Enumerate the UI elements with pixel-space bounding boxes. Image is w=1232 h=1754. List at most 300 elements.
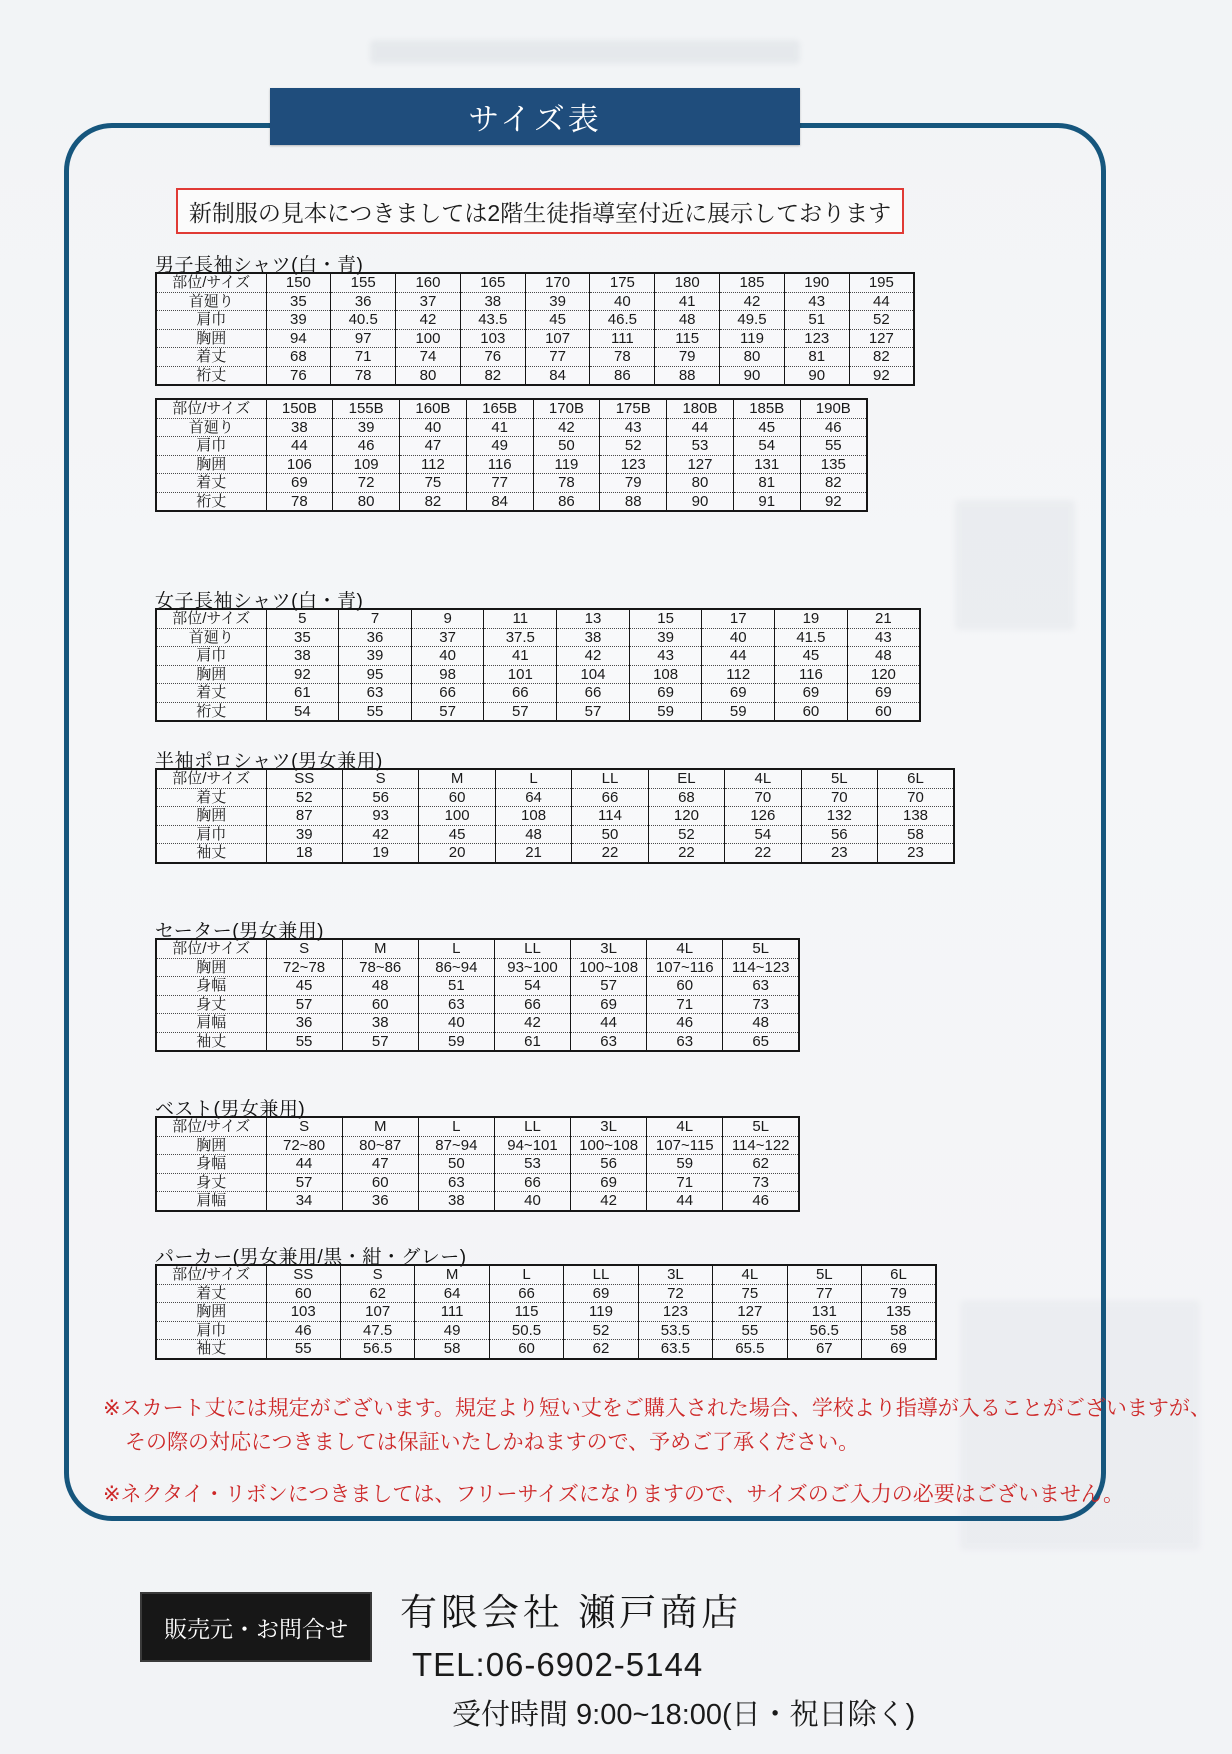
measure-label-cell: 胸囲 (156, 1136, 266, 1155)
table-row (156, 1192, 799, 1211)
value-cell: 132 (801, 807, 877, 826)
value-cell: 54 (725, 825, 801, 844)
value-cell: 104 (557, 665, 630, 684)
value-cell: 58 (878, 825, 955, 844)
value-cell: 92 (849, 366, 914, 385)
table-row (156, 702, 920, 721)
value-cell: 46.5 (590, 311, 655, 330)
value-cell: 78 (533, 474, 600, 493)
table-row (156, 1284, 936, 1303)
value-cell: 47 (400, 437, 467, 456)
value-cell: 81 (784, 348, 849, 367)
size-header-cell: 175 (590, 273, 655, 292)
value-cell: 49 (415, 1321, 489, 1340)
value-cell: 71 (331, 348, 396, 367)
value-cell: 115 (655, 329, 720, 348)
value-cell: 93~100 (494, 958, 570, 977)
value-cell: 62 (564, 1340, 638, 1359)
value-cell: 76 (460, 348, 525, 367)
size-header-cell: 175B (600, 399, 667, 418)
value-cell: 82 (460, 366, 525, 385)
measure-label-cell: 裄丈 (156, 702, 266, 721)
table-row (156, 292, 914, 311)
header-row (156, 769, 954, 788)
value-cell: 45 (775, 647, 848, 666)
value-cell: 39 (339, 647, 412, 666)
value-cell: 65 (723, 1032, 799, 1051)
size-table-parka (155, 1264, 937, 1360)
measure-label-cell: 着丈 (156, 474, 266, 493)
table-row (156, 418, 867, 437)
value-cell: 107~115 (647, 1136, 723, 1155)
size-header-cell: 180 (655, 273, 720, 292)
size-header-cell: 185 (720, 273, 785, 292)
table-row (156, 492, 867, 511)
size-header-cell: 165 (460, 273, 525, 292)
value-cell: 116 (775, 665, 848, 684)
value-cell: 38 (418, 1192, 494, 1211)
value-cell: 63.5 (638, 1340, 712, 1359)
value-cell: 59 (702, 702, 775, 721)
value-cell: 80 (667, 474, 734, 493)
size-table-girls-shirt (155, 608, 921, 722)
value-cell: 88 (655, 366, 720, 385)
value-cell: 138 (878, 807, 955, 826)
value-cell: 112 (400, 455, 467, 474)
table-row (156, 1032, 799, 1051)
value-cell: 76 (266, 366, 331, 385)
section-title-sweater: セーター(男女兼用) (155, 921, 324, 942)
size-header-cell: 5L (723, 1117, 799, 1136)
table-row (156, 474, 867, 493)
size-header-cell: S (266, 939, 342, 958)
value-cell: 53 (494, 1155, 570, 1174)
value-cell: 72 (333, 474, 400, 493)
value-cell: 78 (590, 348, 655, 367)
section-title-parka: パーカー(男女兼用/黒・紺・グレー) (155, 1247, 467, 1268)
table-row (156, 1321, 936, 1340)
value-cell: 90 (784, 366, 849, 385)
value-cell: 91 (733, 492, 800, 511)
value-cell: 71 (647, 1173, 723, 1192)
value-cell: 63 (339, 684, 412, 703)
measure-label-cell: 着丈 (156, 1284, 266, 1303)
value-cell: 38 (342, 1014, 418, 1033)
value-cell: 46 (266, 1321, 340, 1340)
corner-header-cell: 部位/サイズ (172, 274, 251, 292)
value-cell: 45 (525, 311, 590, 330)
value-cell: 40 (411, 647, 484, 666)
measure-label-cell: 胸囲 (156, 665, 266, 684)
value-cell: 80 (333, 492, 400, 511)
measure-label-cell: 着丈 (156, 684, 266, 703)
value-cell: 127 (713, 1303, 787, 1322)
value-cell: 43 (784, 292, 849, 311)
table-row (156, 788, 954, 807)
measure-label-cell: 胸囲 (156, 958, 266, 977)
value-cell: 36 (339, 628, 412, 647)
value-cell: 92 (800, 492, 867, 511)
value-cell: 69 (571, 995, 647, 1014)
size-header-cell: M (415, 1265, 489, 1284)
table-row (156, 348, 914, 367)
value-cell: 71 (647, 995, 723, 1014)
size-header-cell: M (342, 939, 418, 958)
measure-label-cell: 裄丈 (156, 492, 266, 511)
size-header-cell: S (340, 1265, 414, 1284)
value-cell: 52 (564, 1321, 638, 1340)
value-cell: 57 (342, 1032, 418, 1051)
value-cell: 36 (331, 292, 396, 311)
value-cell: 59 (418, 1032, 494, 1051)
value-cell: 103 (266, 1303, 340, 1322)
value-cell: 101 (484, 665, 557, 684)
value-cell: 81 (733, 474, 800, 493)
value-cell: 66 (494, 1173, 570, 1192)
value-cell: 58 (415, 1340, 489, 1359)
value-cell: 56.5 (340, 1340, 414, 1359)
measure-label-cell: 身幅 (156, 977, 266, 996)
measure-label-cell: 肩巾 (156, 311, 266, 330)
section-title-boys-shirt: 男子長袖シャツ(白・青) (155, 255, 364, 276)
value-cell: 60 (489, 1340, 563, 1359)
value-cell: 61 (494, 1032, 570, 1051)
value-cell: 65.5 (713, 1340, 787, 1359)
value-cell: 51 (784, 311, 849, 330)
value-cell: 43 (629, 647, 702, 666)
value-cell: 135 (862, 1303, 937, 1322)
value-cell: 72~78 (266, 958, 342, 977)
value-cell: 39 (629, 628, 702, 647)
value-cell: 52 (849, 311, 914, 330)
table-row (156, 1303, 936, 1322)
value-cell: 42 (557, 647, 630, 666)
header-row (156, 399, 867, 418)
value-cell: 93 (342, 807, 418, 826)
value-cell: 52 (600, 437, 667, 456)
size-header-cell: 170B (533, 399, 600, 418)
measure-label-cell: 胸囲 (156, 329, 266, 348)
value-cell: 39 (525, 292, 590, 311)
value-cell: 44 (266, 1155, 342, 1174)
value-cell: 51 (418, 977, 494, 996)
value-cell: 63 (647, 1032, 723, 1051)
size-header-cell: 21 (847, 609, 920, 628)
value-cell: 42 (533, 418, 600, 437)
table-row (156, 437, 867, 456)
value-cell: 135 (800, 455, 867, 474)
value-cell: 80~87 (342, 1136, 418, 1155)
value-cell: 123 (784, 329, 849, 348)
value-cell: 64 (415, 1284, 489, 1303)
value-cell: 44 (667, 418, 734, 437)
value-cell: 57 (571, 977, 647, 996)
value-cell: 72 (638, 1284, 712, 1303)
table-row (156, 628, 920, 647)
value-cell: 59 (629, 702, 702, 721)
value-cell: 63 (571, 1032, 647, 1051)
size-table-polo (155, 768, 955, 864)
value-cell: 52 (648, 825, 724, 844)
value-cell: 123 (600, 455, 667, 474)
value-cell: 119 (564, 1303, 638, 1322)
value-cell: 38 (557, 628, 630, 647)
value-cell: 48 (342, 977, 418, 996)
size-header-cell: 160B (400, 399, 467, 418)
value-cell: 108 (629, 665, 702, 684)
value-cell: 58 (862, 1321, 937, 1340)
measure-label-cell: 肩巾 (156, 825, 266, 844)
value-cell: 75 (713, 1284, 787, 1303)
value-cell: 36 (342, 1192, 418, 1211)
measure-label-cell: 首廻り (156, 418, 266, 437)
value-cell: 66 (489, 1284, 563, 1303)
size-header-cell: LL (564, 1265, 638, 1284)
value-cell: 90 (720, 366, 785, 385)
value-cell: 18 (266, 844, 342, 863)
size-header-cell: 17 (702, 609, 775, 628)
value-cell: 70 (878, 788, 955, 807)
value-cell: 69 (775, 684, 848, 703)
value-cell: 131 (733, 455, 800, 474)
size-header-cell: 185B (733, 399, 800, 418)
value-cell: 98 (411, 665, 484, 684)
value-cell: 68 (266, 348, 331, 367)
value-cell: 23 (801, 844, 877, 863)
value-cell: 73 (723, 1173, 799, 1192)
size-header-cell: M (342, 1117, 418, 1136)
skirt-note-line2: その際の対応につきましては保証いたしかねますので、予めご了承ください。 (125, 1430, 860, 1454)
value-cell: 56 (571, 1155, 647, 1174)
size-header-cell: 5L (801, 769, 877, 788)
table-row (156, 647, 920, 666)
value-cell: 46 (333, 437, 400, 456)
value-cell: 86 (533, 492, 600, 511)
value-cell: 45 (266, 977, 342, 996)
value-cell: 57 (411, 702, 484, 721)
value-cell: 66 (411, 684, 484, 703)
value-cell: 97 (331, 329, 396, 348)
value-cell: 100~108 (571, 1136, 647, 1155)
measure-label-cell: 首廻り (156, 292, 266, 311)
value-cell: 44 (571, 1014, 647, 1033)
value-cell: 37 (411, 628, 484, 647)
measure-label-cell: 肩巾 (156, 437, 266, 456)
table-row (156, 1155, 799, 1174)
value-cell: 114 (572, 807, 648, 826)
size-header-cell: 170 (525, 273, 590, 292)
corner-header-cell: 部位/サイズ (172, 1266, 251, 1284)
size-header-cell: L (418, 1117, 494, 1136)
size-header-cell: 5 (266, 609, 339, 628)
value-cell: 47 (342, 1155, 418, 1174)
header-row (156, 273, 914, 292)
measure-label-cell: 肩幅 (156, 1014, 266, 1033)
header-row (156, 1265, 936, 1284)
value-cell: 86~94 (418, 958, 494, 977)
measure-label-cell: 袖丈 (156, 844, 266, 863)
value-cell: 112 (702, 665, 775, 684)
value-cell: 63 (418, 1173, 494, 1192)
value-cell: 63 (418, 995, 494, 1014)
value-cell: 119 (720, 329, 785, 348)
business-hours: 受付時間 9:00~18:00(日・祝日除く) (452, 1699, 916, 1731)
value-cell: 41 (655, 292, 720, 311)
size-header-cell: LL (572, 769, 648, 788)
value-cell: 78 (331, 366, 396, 385)
value-cell: 123 (638, 1303, 712, 1322)
section-title-polo: 半袖ポロシャツ(男女兼用) (155, 751, 383, 772)
value-cell: 66 (484, 684, 557, 703)
value-cell: 82 (400, 492, 467, 511)
measure-label-cell: 袖丈 (156, 1340, 266, 1359)
value-cell: 42 (342, 825, 418, 844)
value-cell: 23 (878, 844, 955, 863)
exhibit-notice: 新制服の見本につきましては2階生徒指導室付近に展示しております (176, 188, 904, 234)
value-cell: 40.5 (331, 311, 396, 330)
value-cell: 38 (266, 418, 333, 437)
value-cell: 94 (266, 329, 331, 348)
measure-label-cell: 身丈 (156, 1173, 266, 1192)
value-cell: 67 (787, 1340, 861, 1359)
size-table-boys-shirt-b (155, 398, 868, 512)
value-cell: 92 (266, 665, 339, 684)
size-header-cell: EL (648, 769, 724, 788)
seller-contact-label: 販売元・お問合せ (140, 1592, 372, 1662)
size-header-cell: 190B (800, 399, 867, 418)
value-cell: 48 (495, 825, 571, 844)
value-cell: 56 (801, 825, 877, 844)
value-cell: 42 (720, 292, 785, 311)
value-cell: 60 (847, 702, 920, 721)
value-cell: 54 (266, 702, 339, 721)
table-row (156, 455, 867, 474)
value-cell: 108 (495, 807, 571, 826)
value-cell: 48 (655, 311, 720, 330)
value-cell: 54 (733, 437, 800, 456)
value-cell: 82 (849, 348, 914, 367)
skirt-length-note (103, 1392, 1211, 1459)
scan-bleedthrough-artifact (370, 40, 800, 64)
value-cell: 79 (862, 1284, 937, 1303)
value-cell: 107 (525, 329, 590, 348)
size-header-cell: M (419, 769, 495, 788)
value-cell: 73 (723, 995, 799, 1014)
size-header-cell: SS (266, 769, 342, 788)
value-cell: 80 (396, 366, 461, 385)
value-cell: 107 (340, 1303, 414, 1322)
corner-header-cell: 部位/サイズ (172, 610, 251, 628)
size-header-cell: 165B (466, 399, 533, 418)
header-row (156, 1117, 799, 1136)
value-cell: 127 (849, 329, 914, 348)
size-header-cell: 9 (411, 609, 484, 628)
value-cell: 69 (571, 1173, 647, 1192)
value-cell: 57 (266, 995, 342, 1014)
value-cell: 70 (801, 788, 877, 807)
value-cell: 74 (396, 348, 461, 367)
value-cell: 54 (494, 977, 570, 996)
value-cell: 100 (419, 807, 495, 826)
measure-label-cell: 胸囲 (156, 455, 266, 474)
table-row (156, 1136, 799, 1155)
value-cell: 60 (342, 1173, 418, 1192)
skirt-note-line1: ※スカート丈には規定がございます。規定より短い丈をご購入された場合、学校より指導が入ることがございますが、 (103, 1397, 1211, 1420)
value-cell: 39 (266, 311, 331, 330)
measure-label-cell: 身幅 (156, 1155, 266, 1174)
size-table-boys-shirt (155, 272, 915, 386)
size-header-cell: 7 (339, 609, 412, 628)
value-cell: 87~94 (418, 1136, 494, 1155)
size-header-cell: 6L (862, 1265, 937, 1284)
value-cell: 127 (667, 455, 734, 474)
value-cell: 114~122 (723, 1136, 799, 1155)
value-cell: 49.5 (720, 311, 785, 330)
value-cell: 39 (333, 418, 400, 437)
value-cell: 63 (723, 977, 799, 996)
value-cell: 57 (484, 702, 557, 721)
value-cell: 55 (266, 1032, 342, 1051)
value-cell: 60 (419, 788, 495, 807)
value-cell: 69 (564, 1284, 638, 1303)
value-cell: 36 (266, 1014, 342, 1033)
measure-label-cell: 首廻り (156, 628, 266, 647)
table-row (156, 825, 954, 844)
value-cell: 78~86 (342, 958, 418, 977)
value-cell: 37.5 (484, 628, 557, 647)
value-cell: 40 (494, 1192, 570, 1211)
phone-number: TEL:06-6902-5144 (412, 1646, 704, 1683)
page-title: サイズ表 (270, 88, 800, 145)
value-cell: 35 (266, 292, 331, 311)
value-cell: 45 (733, 418, 800, 437)
value-cell: 66 (572, 788, 648, 807)
value-cell: 78 (266, 492, 333, 511)
value-cell: 44 (702, 647, 775, 666)
value-cell: 19 (342, 844, 418, 863)
section-title-vest: ベスト(男女兼用) (155, 1099, 306, 1120)
value-cell: 39 (266, 825, 342, 844)
size-header-cell: 4L (647, 939, 723, 958)
necktie-note: ※ネクタイ・リボンにつきましては、フリーサイズになりますので、サイズのご入力の必要はございません。 (103, 1483, 1124, 1506)
value-cell: 126 (725, 807, 801, 826)
size-header-cell: 155 (331, 273, 396, 292)
value-cell: 66 (557, 684, 630, 703)
table-row (156, 665, 920, 684)
measure-label-cell: 袖丈 (156, 1032, 266, 1051)
table-row (156, 1340, 936, 1359)
table-row (156, 844, 954, 863)
size-header-cell: 180B (667, 399, 734, 418)
size-header-cell: 155B (333, 399, 400, 418)
size-header-cell: SS (266, 1265, 340, 1284)
size-header-cell: 5L (787, 1265, 861, 1284)
size-header-cell: L (489, 1265, 563, 1284)
header-row (156, 939, 799, 958)
size-header-cell: 19 (775, 609, 848, 628)
value-cell: 40 (702, 628, 775, 647)
value-cell: 131 (787, 1303, 861, 1322)
value-cell: 56 (342, 788, 418, 807)
value-cell: 60 (342, 995, 418, 1014)
value-cell: 42 (396, 311, 461, 330)
value-cell: 57 (557, 702, 630, 721)
value-cell: 100~108 (571, 958, 647, 977)
value-cell: 56.5 (787, 1321, 861, 1340)
measure-label-cell: 着丈 (156, 348, 266, 367)
value-cell: 44 (849, 292, 914, 311)
value-cell: 103 (460, 329, 525, 348)
